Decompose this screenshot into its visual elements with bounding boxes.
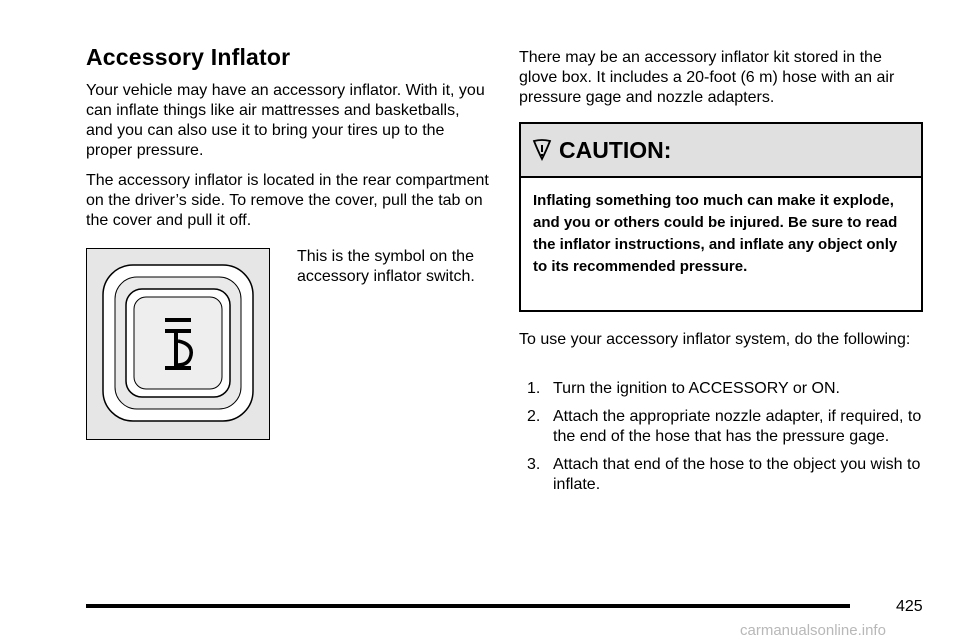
footer-divider (86, 604, 850, 608)
caution-header (521, 124, 921, 178)
step-number: 3. (527, 456, 541, 473)
list-item (527, 407, 923, 447)
caution-triangle-icon (531, 139, 553, 161)
list-item (527, 379, 923, 399)
step-text: Turn the ignition to ACCESSORY or ON. (553, 380, 840, 397)
figure-caption: This is the symbol on the accessory inflator switch. (297, 248, 475, 285)
inflator-switch-figure (86, 248, 270, 440)
list-item (527, 455, 923, 495)
caution-box (519, 122, 923, 312)
kit-paragraph: There may be an accessory inflator kit stored in the glove box. It includes a 20-foot (6 m) hose with an air pressure gage and nozzle adapters. (519, 49, 895, 106)
step-text: Attach that end of the hose to the object you wish to inflate. (553, 456, 921, 493)
page-number: 425 (896, 598, 923, 615)
caution-text: Inflating something too much can make it explode, and you or others could be injured. Be sure to read the inflator instructions, and inflate any object only to its recommended pressure. (533, 192, 898, 275)
left-column (86, 44, 490, 241)
intro-paragraph: Your vehicle may have an accessory inflator. With it, you can inflate things like air mattresses and basketballs, and you can also use it to bring your tires up to the proper pressure. (86, 82, 485, 159)
step-number: 1. (527, 380, 541, 397)
steps-intro: To use your accessory inflator system, do the following: (519, 331, 911, 348)
watermark: carmanualsonline.info (740, 622, 886, 639)
step-number: 2. (527, 408, 541, 425)
accessory-inflator-symbol-icon (87, 249, 268, 438)
location-paragraph: The accessory inflator is located in the rear compartment on the driver’s side. To remove the cover, pull the tab on the cover and pull it off. (86, 172, 489, 229)
caution-title: CAUTION: (559, 136, 672, 163)
right-column (519, 48, 923, 118)
page-title: Accessory Inflator (86, 44, 291, 70)
step-text: Attach the appropriate nozzle adapter, if required, to the end of the hose that has the pressure gage. (553, 408, 922, 445)
steps-list (527, 379, 923, 503)
